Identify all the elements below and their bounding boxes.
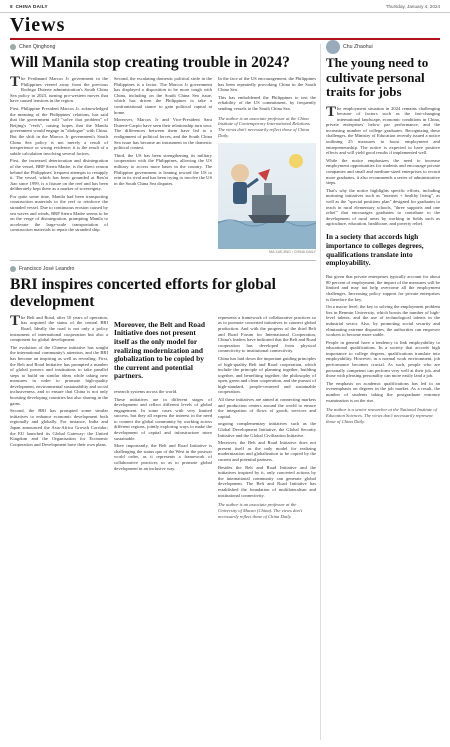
paragraph: Moreover, Marcos Jr and Vice-President Sara Duterte-Carpio have seen their relationship turn sour. The differences between them have led to a realignment of political forces, and the South China Sea issue has become an instrument in the domestic political contest. (114, 117, 212, 151)
paragraph: While the notice emphasizes the need to increase employment opportunities for students and encourage private companies and small and medium-sized enterprises to recruit more graduates, it also recommends a series of administrative steps. (326, 157, 440, 186)
paragraph: Besides the Belt and Road Initiative and the initiatives inspired by it, only concerted actions by the international community can generate global development. The Belt and Road Initiative has established the foundation of multilateralism and institutional connectivity. (218, 464, 316, 498)
column-divider (320, 44, 321, 740)
paragraph: China has laid down the important guiding principles of high-quality Belt and Road cooperation, which include the principle of planning together, building together, and benefiting together, the philosophy of open, green and clean cooperation, and the pursuit of high-standard, people-centered and sustainable cooperation. (218, 355, 316, 395)
issue-date: Thursday, January 4, 2024 (385, 3, 440, 9)
paragraph: represents a framework of collaborative practices so as to promote concerted initiatives to connect global production. And with the progress of the third Belt and Road Forum for International Cooperation, China's leaders have indicated that the Belt and Road cooperation has developed from physical connectivity to institutional connectivity. (218, 314, 316, 354)
paper-name: CHINA DAILY (15, 3, 48, 9)
paragraph: For quite some time, Manila had been transporting construction materials to the reef to reinforce the stranded vessel. Due to continuous erosion caused by sea waves and winds, BRP Sierra Madre seems to be on the verge of disintegration, prompting Manila to accelerate the large-scale transportation of construction materials to repair the stranded ship. (10, 193, 108, 233)
body-column-2 (114, 76, 212, 254)
body-column-2 (114, 315, 212, 524)
article-body (10, 312, 316, 524)
paragraph: Third, the US has been strengthening its military cooperation with the Philippines, allowing the US military to access more bases in the country. The Philippine government is leaning toward the US to rein in its rival and has been trying to involve the US in the South China Sea disputes. (114, 152, 212, 186)
article-body (10, 76, 316, 254)
section-rule (10, 38, 440, 40)
paragraph: First, Philippine President Marcos Jr. acknowledged the meaning of the Philippines' relations, has said that the government will "solve that problem" of Beijing's "reefs", raising hopes that the Manila government would engage in "dialogue" with China. But the shift in the Marcos Jr government's South China Sea policy is not merely a result of inexperience or wrong evidence; it is the result of a subtle calculation involving several factors. (10, 105, 108, 156)
article-bri (10, 264, 316, 524)
paragraph: The employment situation in 2024 remains challenging because of factors such as the fast-changing international landscape, economic conditions in China, private enterprises' below par performance, and the increasing number of college graduates. Recognizing these challenges, the Ministry of Education recently issued a notice outlining 25 measures to boost employment and entrepreneurship. The notice is expected to have positive effects and will yield good results if implemented well. (326, 103, 440, 156)
author-avatar (10, 266, 16, 272)
byline (10, 264, 316, 274)
paragraph: All these initiatives are aimed at connecting markets and production centers around the world to ensure the integration of flows of goods, services and capital. (218, 397, 316, 419)
body-column-3 (218, 76, 316, 254)
body-column-3 (218, 315, 316, 524)
paragraph: In the face of the US encouragement, the Philippines has been repeatedly provoking China in the South China Sea. (218, 76, 316, 93)
paragraph: First, the increased deterioration and disintegration of the vessel, BRP Sierra Madre, is the direct reason behind the Philippines' frequent attempts to resupply it. The vessel, which has been grounded at Ren'ai Jiao since 1999, is a fixture on the reef and has been deliberately kept there as a marker of sovereignty. (10, 158, 108, 192)
article-headline: BRI inspires concerted efforts for global development (10, 275, 276, 310)
paragraph: But given that private enterprises typically account for about 80 percent of employment, the impact of the measures will be limited and may not help overcome all the employment challenges. Increasing policy support for private enterprises is therefore the key. (326, 274, 440, 302)
author-avatar (10, 44, 16, 50)
article-headline: The young need to cultivate personal traits for jobs (326, 55, 429, 99)
page-number: 8 (10, 3, 13, 9)
left-stories (10, 42, 316, 524)
article-headline: Will Manila stop creating trouble in 2024? (10, 54, 290, 71)
author-name: Chen Qinghong (19, 44, 56, 50)
paragraph: Second, the BRI has prompted some similar initiatives to enhance economic development both regionally and globally. For instance, India and Japan announced the Asia-Africa Growth Corridor; the EU launched its Global Gateway; the United Kingdom and the Organisation for Economic Cooperation and Development have their own plans. (10, 408, 108, 447)
paragraph: Second, the escalating domestic political strife in the Philippines is a factor. The Marcos Jr government has displayed a disposition to be more tough with China, including on the South China Sea issue, which has driven the Philippines to take a confrontational stance to gain political capital at home. (114, 76, 212, 115)
byline (326, 42, 440, 52)
author-name: Chu Zhaohui (343, 44, 373, 50)
author-avatar (326, 40, 340, 54)
byline (10, 42, 316, 52)
editorial-cartoon (218, 143, 316, 249)
author-note: The author is an associate professor at the China Institute of Contemporary International Relations. The views don't necessarily reflect those of China Daily. (218, 115, 311, 138)
paragraph: On a macro level, the key to solving the employment problem lies in Renmin University, which boosts the number of high-level talents, and the use of technological talents in the industrial sector. Also, by promoting social security and eliminating extreme disparities, the authorities can empower workers to become more stable. (326, 304, 440, 338)
story-divider (10, 260, 316, 261)
paragraph: research systems across the world. (114, 388, 178, 394)
cartoon-credit: MA XUEJING / CHINA DAILY (269, 249, 316, 254)
paragraph: More importantly, the Belt and Road Initiative is challenging the status quo of the West in the postwar world order, as it represents a framework of collaborative practices so as to promote global development in an inclusive way. (114, 443, 212, 471)
page-header-left (10, 4, 48, 9)
section-title: Views (10, 14, 66, 36)
body-column-1 (10, 76, 108, 254)
paragraph: The Ferdinand Marcos Jr government in the Philippines veered away from the previous Rodrigo Duterte administration's South China Sea policy in 2023, turning pro-western moves that have caused tensions in the region. (10, 74, 108, 104)
pull-quote: Moreover, the Belt and Road Initiative does not present itself as the only model for realizing modernization and globalization to be copied by the current and potential partners. (114, 319, 205, 381)
paragraph: Moreover, the Belt and Road Initiative does not present itself as the only model for realizing modernization and globalization to be copied by the current and potential partners. (218, 440, 316, 462)
paragraph: This has emboldened the Philippines to test the reliability of the US commitment, by frequently sending vessels to the South China Sea. (218, 94, 316, 111)
paragraph: People in general have a tendency to link employability to educational qualifications. In a society that accords high importance to college degrees, qualifications translate into employability. However, in a normal work environment, job performance becomes crucial. As such, people who are personally competent can perform very well at their job, and those with pleasing personality can more easily land a job. (326, 339, 440, 379)
page-header-bar (0, 0, 450, 13)
author-name: Francisco José Leandro (19, 265, 75, 272)
author-note: The author is an associate professor at the University of Macao (China). The views don't necessarily reflect those of China Daily. (218, 502, 303, 519)
pull-quote: In a society that accords high importance to colleges degrees, qualifications translate into employability. (326, 231, 424, 268)
paragraph: That's why the notice highlights specific efforts, including nurturing initiatives such as "internet + healthy living", as well as the "special positions plan" designed for graduates to teach in rural elementary schools, "three supports and one relief" that encourages graduates to contribute to the development of rural areas by working in fields such as agriculture, education, healthcare, and poverty relief. (326, 187, 440, 227)
author-note: The author is a senior researcher at the National Institute of Education Sciences. The views don't necessarily represent those of China Daily. (326, 407, 437, 424)
right-story (326, 42, 440, 429)
paragraph: The Belt and Road, after 10 years of operation, has acquired the status of the central BRI Road, Ideally the road is not only a policy instrument of international cooperation but also a component for global development. (10, 312, 108, 343)
paragraph: The emphasis on academic qualifications has led to an overemphasis on degrees in the job market. As a result, the number of students taking the postgraduate entrance examination is on the rise. (326, 380, 440, 403)
article-manila (10, 42, 316, 254)
paragraph: These initiatives are in different stages of development and reflect different levels of global engagement. In some cases with very limited success, but they all express the interest in the need to connect the global community by working across different regions, jointly exploring ways to make the development of capital and infrastructure more sustainable. (114, 396, 212, 441)
body-column-1 (10, 312, 108, 524)
cartoon-illustration (218, 143, 316, 249)
paragraph: The evolution of the Chinese initiative has sought the international community's attention, and the BRI has become an inspiring as well as revealing. First, the Belt and Road Initiative has prompted a number of global powers and institutions to take parallel steps to build on similar ideas while taking new measures in order to promote high-quality development, environmental sustainability and social inclusiveness, and to ensure that China is not only boosting developing countries but also sharing in the gains. (10, 344, 108, 406)
paragraph: ongoing complementary initiatives such as the Global Development Initiative, the Global Security Initiative and the Global Civilization Initiative. (218, 421, 316, 438)
